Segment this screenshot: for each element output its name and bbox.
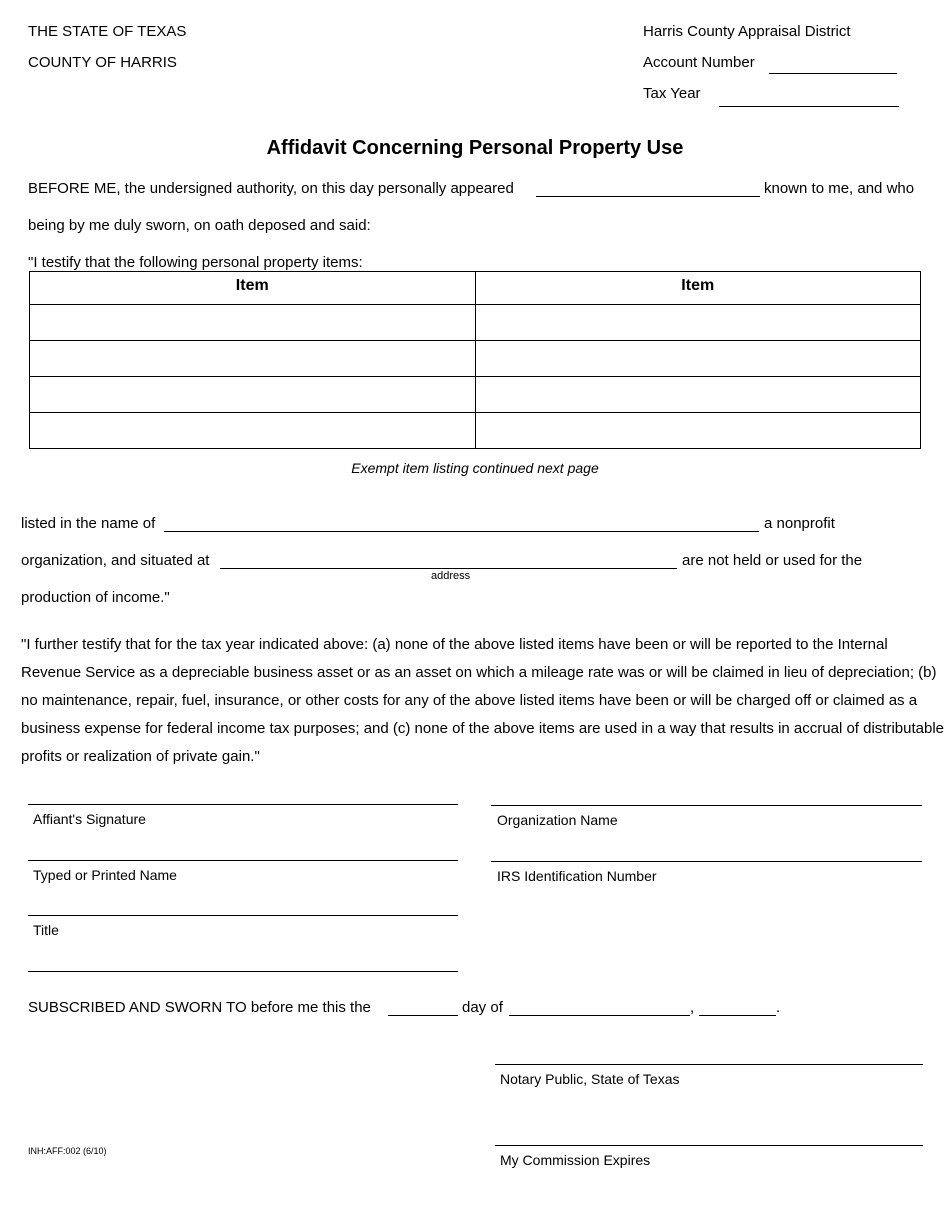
listed-line3: production of income." <box>21 589 170 606</box>
item-cell[interactable] <box>475 341 921 377</box>
affiant-name-field[interactable] <box>536 196 760 197</box>
county-heading: COUNTY OF HARRIS <box>28 54 177 71</box>
intro-line1-start: BEFORE ME, the undersigned authority, on this day personally appeared <box>28 180 514 197</box>
irs-id-line[interactable] <box>491 861 922 862</box>
listed-line2-end: are not held or used for the <box>682 552 863 569</box>
intro-line2: being by me duly sworn, on oath deposed and said: <box>28 217 371 234</box>
organization-name-field[interactable] <box>164 531 759 532</box>
listed-line1-end: a nonprofit <box>764 515 835 532</box>
extra-signature-line[interactable] <box>28 971 458 972</box>
sworn-period: . <box>776 999 781 1016</box>
item-cell[interactable] <box>475 377 921 413</box>
table-row <box>30 413 921 449</box>
page-title: Affidavit Concerning Personal Property Use <box>266 137 684 159</box>
further-testimony: "I further testify that for the tax year indicated above: (a) none of the above listed items have been or will be reported to the Internal Revenue Service as a depreciable business asset or as an asset on which a mileage rate was or will be claimed in lieu of depreciation; (b) no maintenance, repair, fuel, insurance, or other costs for any of the above listed items have been or will be charged off or claimed as a business expense for federal income tax purposes; and (c) none of the above items are used in a way that results in accrual of distributable profits or realization of private gain." <box>21 636 945 765</box>
title-label: Title <box>33 922 59 938</box>
state-heading: THE STATE OF TEXAS <box>28 23 187 40</box>
item-cell[interactable] <box>475 413 921 449</box>
address-caption: address <box>431 570 471 582</box>
notary-signature-line[interactable] <box>495 1064 923 1065</box>
org-name-label: Organization Name <box>497 812 618 828</box>
table-row <box>30 377 921 413</box>
table-row <box>30 341 921 377</box>
address-field[interactable] <box>220 568 677 569</box>
affiant-signature-line[interactable] <box>28 804 458 805</box>
affiant-signature-label: Affiant's Signature <box>33 811 146 827</box>
sworn-month-field[interactable] <box>509 1015 690 1016</box>
printed-name-label: Typed or Printed Name <box>33 867 177 883</box>
notary-label: Notary Public, State of Texas <box>500 1071 680 1087</box>
commission-expires-line[interactable] <box>495 1145 923 1146</box>
item-cell[interactable] <box>30 305 476 341</box>
item-cell[interactable] <box>30 413 476 449</box>
listed-line2-start: organization, and situated at <box>21 552 210 569</box>
continued-note: Exempt item listing continued next page <box>351 460 599 476</box>
irs-id-label: IRS Identification Number <box>497 868 657 884</box>
item-cell[interactable] <box>30 377 476 413</box>
account-number-field[interactable] <box>769 73 897 74</box>
sworn-day-of: day of <box>462 999 503 1016</box>
items-header-left: Item <box>30 272 476 305</box>
items-table <box>29 271 921 449</box>
item-cell[interactable] <box>475 305 921 341</box>
account-number-label: Account Number <box>643 54 755 71</box>
org-name-line[interactable] <box>491 805 922 806</box>
item-cell[interactable] <box>30 341 476 377</box>
sworn-text-start: SUBSCRIBED AND SWORN TO before me this the <box>28 999 371 1016</box>
intro-line3: "I testify that the following personal property items: <box>28 254 363 271</box>
sworn-day-field[interactable] <box>388 1015 458 1016</box>
sworn-comma: , <box>690 999 695 1016</box>
table-row <box>30 305 921 341</box>
title-line[interactable] <box>28 915 458 916</box>
tax-year-label: Tax Year <box>643 85 701 102</box>
intro-line1-end: known to me, and who <box>764 180 915 197</box>
commission-expires-label: My Commission Expires <box>500 1152 651 1168</box>
listed-line1-start: listed in the name of <box>21 515 156 532</box>
items-header-right: Item <box>475 272 921 305</box>
form-code: INH:AFF:002 (6/10) <box>28 1146 107 1156</box>
sworn-year-field[interactable] <box>699 1015 776 1016</box>
district-name: Harris County Appraisal District <box>643 23 851 40</box>
tax-year-field[interactable] <box>719 106 899 107</box>
printed-name-line[interactable] <box>28 860 458 861</box>
